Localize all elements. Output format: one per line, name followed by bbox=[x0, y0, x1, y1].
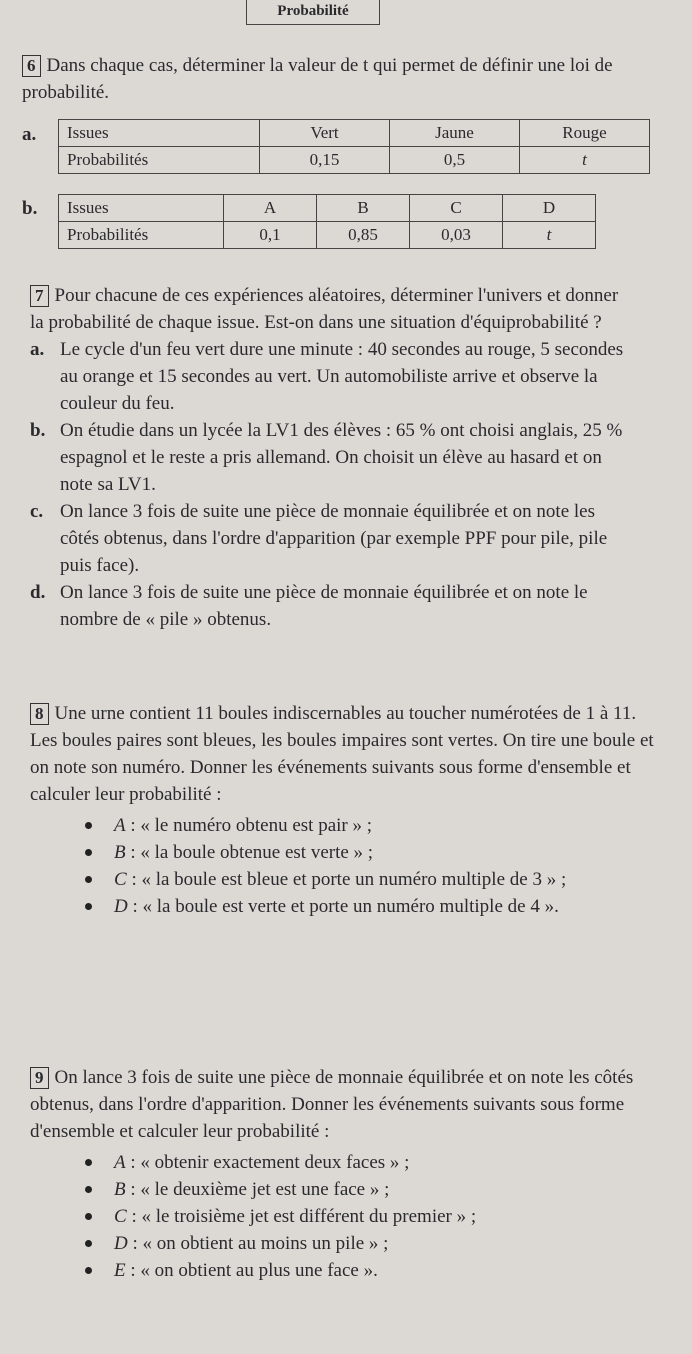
probability-table-b bbox=[58, 194, 596, 249]
event-text: : « la boule est bleue et porte un numéro multiple de 3 » ; bbox=[126, 869, 567, 890]
table-cell: t bbox=[520, 147, 650, 174]
exercise-9-event-list bbox=[30, 1149, 660, 1284]
table-b-label: b. bbox=[22, 198, 38, 219]
probability-table-a bbox=[58, 119, 650, 174]
list-item bbox=[85, 1230, 660, 1257]
exercise-number: 7 bbox=[30, 285, 49, 307]
exercise-7-item-b bbox=[30, 417, 630, 498]
list-item bbox=[85, 1149, 660, 1176]
exercise-6-text bbox=[22, 52, 652, 106]
item-letter: b. bbox=[30, 420, 46, 441]
event-name: E bbox=[114, 1260, 126, 1281]
event-text: : « le numéro obtenu est pair » ; bbox=[125, 815, 373, 836]
table-cell: Issues bbox=[59, 120, 260, 147]
table-cell: Jaune bbox=[390, 120, 520, 147]
table-cell: Probabilités bbox=[59, 222, 224, 249]
exercise-7-item-c bbox=[30, 498, 630, 579]
event-text: : « on obtient au plus une face ». bbox=[125, 1260, 378, 1281]
exercise-8 bbox=[30, 700, 660, 920]
list-item bbox=[85, 866, 660, 893]
bullet-icon bbox=[85, 849, 92, 856]
list-item bbox=[85, 839, 660, 866]
bullet-icon bbox=[85, 1159, 92, 1166]
list-item bbox=[85, 812, 660, 839]
exercise-9-intro bbox=[30, 1064, 660, 1145]
table-row bbox=[59, 195, 596, 222]
event-text: : « la boule obtenue est verte » ; bbox=[125, 842, 374, 863]
table-cell: B bbox=[317, 195, 410, 222]
exercise-number: 6 bbox=[22, 55, 41, 77]
list-item bbox=[85, 1176, 660, 1203]
event-name: C bbox=[114, 1206, 127, 1227]
table-cell: Rouge bbox=[520, 120, 650, 147]
bullet-icon bbox=[85, 822, 92, 829]
table-cell: 0,85 bbox=[317, 222, 410, 249]
bullet-icon bbox=[85, 1213, 92, 1220]
event-text: : « obtenir exactement deux faces » ; bbox=[125, 1152, 410, 1173]
item-letter: a. bbox=[30, 339, 45, 360]
exercise-8-statement: Une urne contient 11 boules indiscernables au toucher numérotées de 1 à 11. Les boules paires sont bleues, les boules impaires sont vertes. On tire une boule et on note son numéro. Donner les événements suivants sous forme d'ensemble et calculer leur probabilité : bbox=[30, 703, 654, 805]
table-cell: Issues bbox=[59, 195, 224, 222]
table-a-label: a. bbox=[22, 124, 37, 145]
exercise-number: 9 bbox=[30, 1067, 49, 1089]
event-name: C bbox=[114, 869, 127, 890]
table-cell: 0,5 bbox=[390, 147, 520, 174]
exercise-7 bbox=[30, 282, 630, 633]
event-name: A bbox=[114, 1152, 126, 1173]
exercise-7-intro bbox=[30, 282, 630, 336]
exercise-6 bbox=[22, 52, 652, 106]
list-item bbox=[85, 1257, 660, 1284]
exercise-6-statement: Dans chaque cas, déterminer la valeur de t qui permet de définir une loi de probabilité. bbox=[22, 55, 613, 103]
table-cell: t bbox=[503, 222, 596, 249]
table-cell: 0,15 bbox=[260, 147, 390, 174]
list-item bbox=[85, 893, 660, 920]
exercise-7-item-a bbox=[30, 336, 630, 417]
table-cell: A bbox=[224, 195, 317, 222]
event-name: A bbox=[114, 815, 126, 836]
item-text: Le cycle d'un feu vert dure une minute : 40 secondes au rouge, 5 secondes au orange et 15 secondes au vert. Un automobiliste arrive et observe la couleur du feu. bbox=[60, 339, 624, 414]
bullet-icon bbox=[85, 876, 92, 883]
exercise-7-statement: Pour chacune de ces expériences aléatoires, déterminer l'univers et donner la probabilité de chaque issue. Est-on dans une situation d'équiprobabilité ? bbox=[30, 285, 619, 333]
item-text: On lance 3 fois de suite une pièce de monnaie équilibrée et on note les côtés obtenus, dans l'ordre d'apparition (par exemple PPF pour pile, pile puis face). bbox=[60, 501, 608, 576]
table-row bbox=[59, 147, 650, 174]
table-row bbox=[59, 222, 596, 249]
table-cell: 0,1 bbox=[224, 222, 317, 249]
bullet-icon bbox=[85, 1186, 92, 1193]
exercise-8-intro bbox=[30, 700, 660, 808]
item-text: On lance 3 fois de suite une pièce de monnaie équilibrée et on note le nombre de « pile » obtenus. bbox=[60, 582, 588, 630]
table-cell: Probabilités bbox=[59, 147, 260, 174]
event-name: D bbox=[114, 1233, 128, 1254]
bullet-icon bbox=[85, 1267, 92, 1274]
event-text: : « la boule est verte et porte un numéro multiple de 4 ». bbox=[127, 896, 559, 917]
table-cell: Vert bbox=[260, 120, 390, 147]
exercise-9-statement: On lance 3 fois de suite une pièce de monnaie équilibrée et on note les côtés obtenus, dans l'ordre d'apparition. Donner les événements suivants sous forme d'ensemble et calculer leur probabilité : bbox=[30, 1067, 634, 1142]
exercise-number: 8 bbox=[30, 703, 49, 725]
exercise-9 bbox=[30, 1064, 660, 1284]
item-letter: c. bbox=[30, 501, 44, 522]
table-cell: 0,03 bbox=[410, 222, 503, 249]
exercise-8-event-list bbox=[30, 812, 660, 920]
event-text: : « le deuxième jet est une face » ; bbox=[125, 1179, 390, 1200]
list-item bbox=[85, 1203, 660, 1230]
event-name: D bbox=[114, 896, 128, 917]
bullet-icon bbox=[85, 1240, 92, 1247]
event-text: : « on obtient au moins un pile » ; bbox=[127, 1233, 389, 1254]
item-text: On étudie dans un lycée la LV1 des élèves : 65 % ont choisi anglais, 25 % espagnol et le reste a pris allemand. On choisit un élève au hasard et on note sa LV1. bbox=[60, 420, 623, 495]
item-letter: d. bbox=[30, 582, 46, 603]
page-header-title: Probabilité bbox=[246, 0, 380, 25]
exercise-7-item-d bbox=[30, 579, 630, 633]
event-name: B bbox=[114, 842, 126, 863]
table-row bbox=[59, 120, 650, 147]
event-name: B bbox=[114, 1179, 126, 1200]
table-cell: D bbox=[503, 195, 596, 222]
event-text: : « le troisième jet est différent du premier » ; bbox=[126, 1206, 477, 1227]
bullet-icon bbox=[85, 903, 92, 910]
table-cell: C bbox=[410, 195, 503, 222]
